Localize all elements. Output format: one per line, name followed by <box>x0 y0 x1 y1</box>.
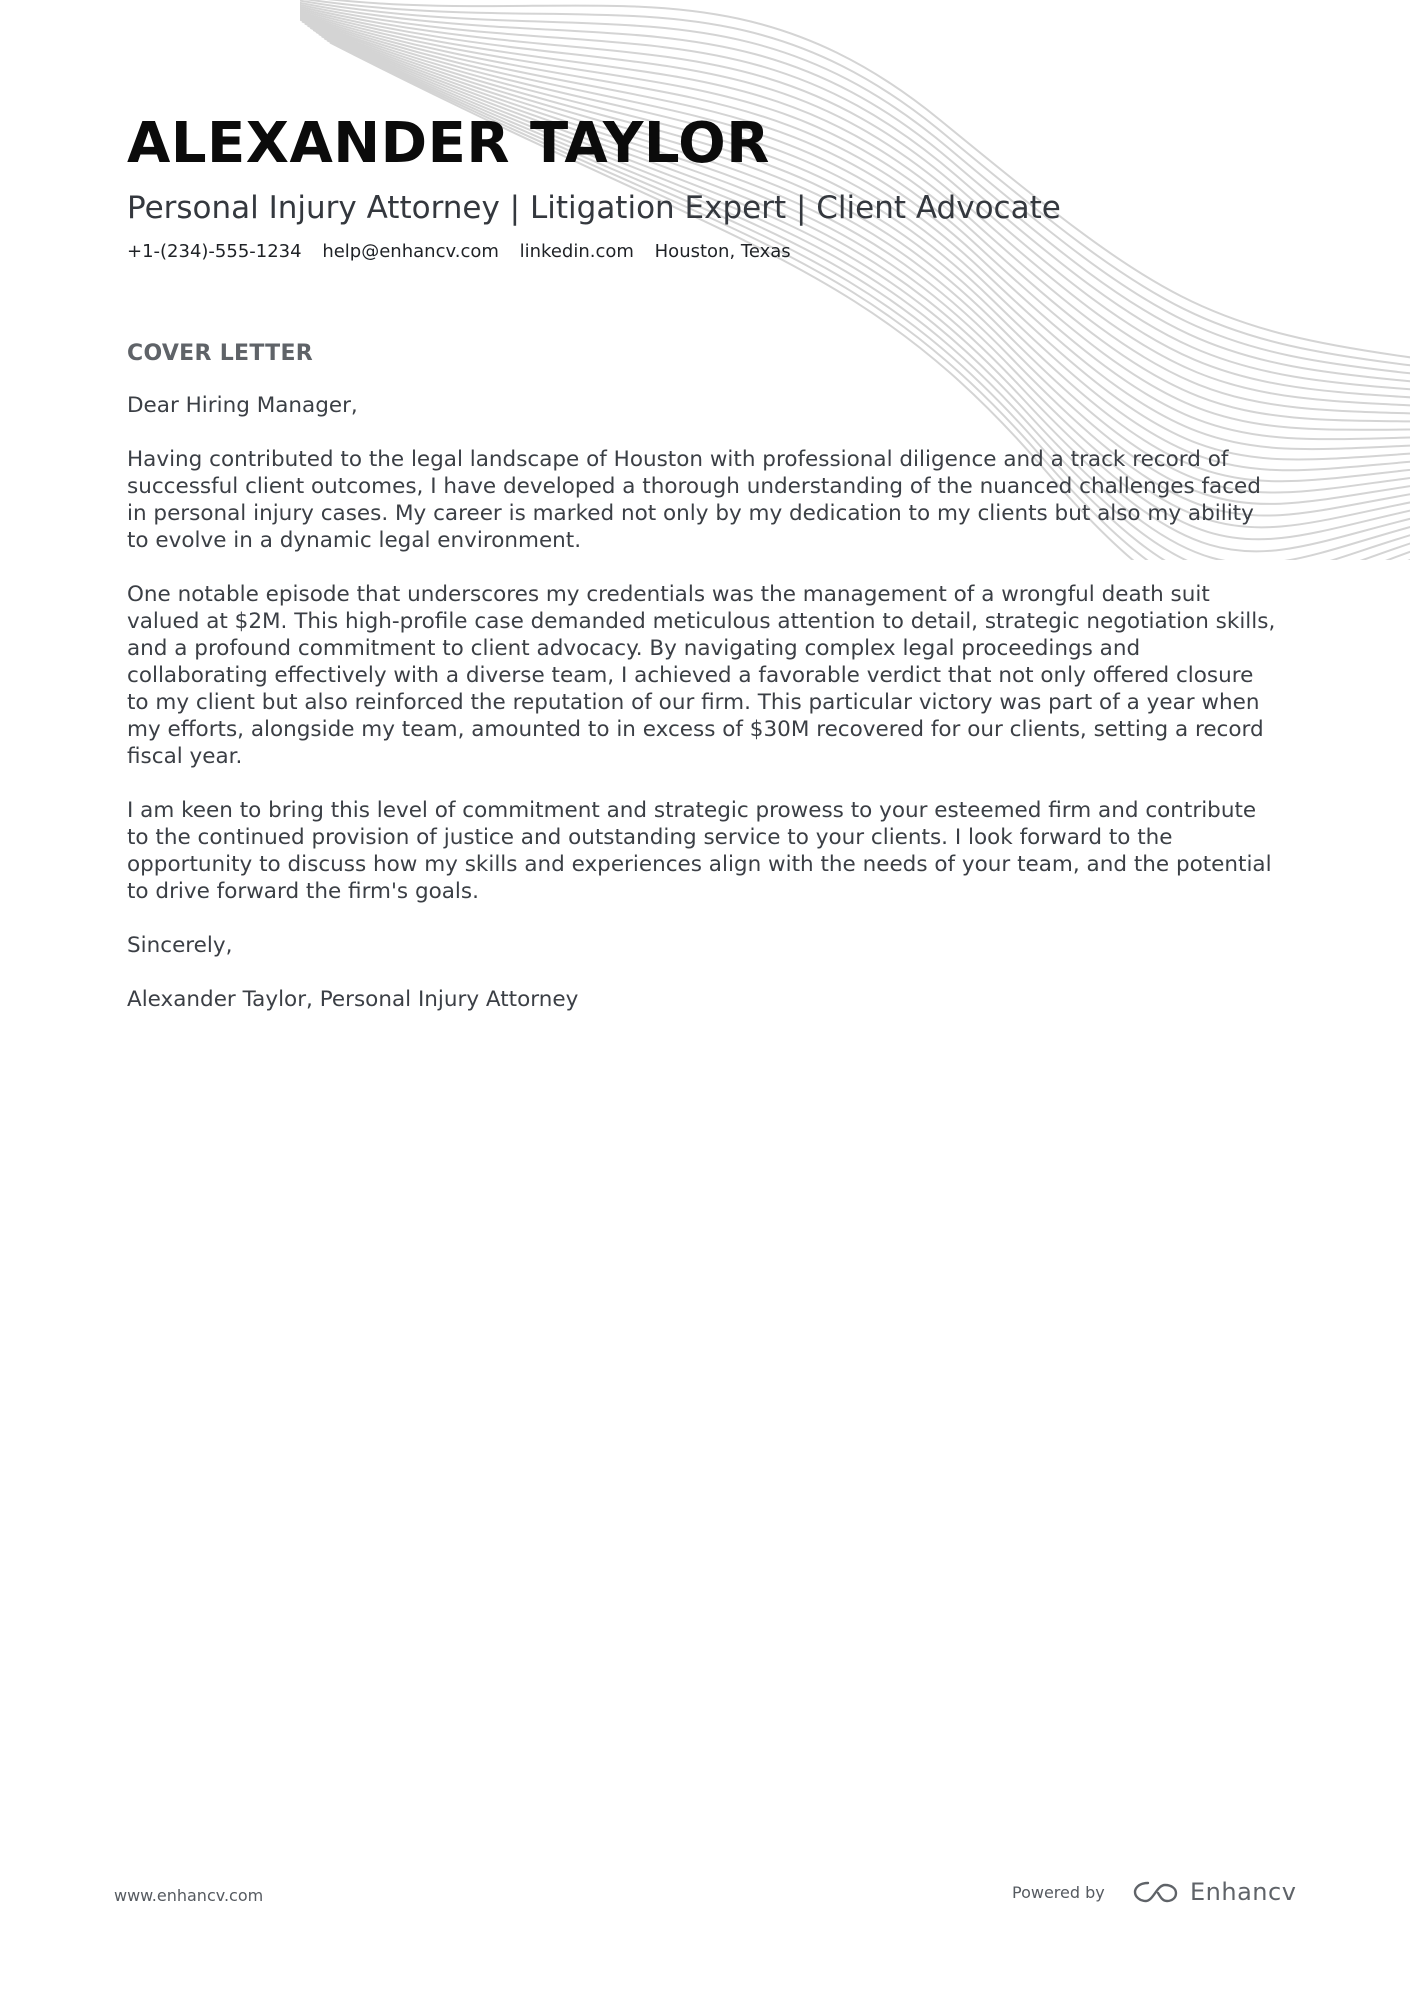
letter-signature: Alexander Taylor, Personal Injury Attorney <box>127 987 579 1012</box>
resume-header <box>127 110 1277 264</box>
footer-website-link[interactable]: www.enhancv.com <box>114 1886 264 1905</box>
contact-info <box>127 240 1277 264</box>
contact-email: help@enhancv.com <box>322 241 499 262</box>
powered-by-label: Powered by <box>1012 1883 1105 1902</box>
letter-closing: Sincerely, <box>127 933 233 958</box>
brand-name: Enhancv <box>1190 1878 1297 1906</box>
contact-location: Houston, Texas <box>654 241 791 262</box>
cover-letter <box>127 340 1277 1040</box>
page-footer <box>0 1880 1410 1920</box>
letter-greeting: Dear Hiring Manager, <box>127 393 358 418</box>
letter-paragraph-1: Having contributed to the legal landscape of Houston with professional diligence and a track record of successful client outcomes, I have developed a thorough understanding of the nuanced challenges faced in personal injury cases. My career is marked not only by my dedication to my clients but also my ability to evolve in a dynamic legal environment. <box>127 447 1261 553</box>
letter-paragraph-2: One notable episode that underscores my credentials was the management of a wrongful death suit valued at $2M. This high-profile case demanded meticulous attention to detail, strategic negotiation skills, and a profound commitment to client advocacy. By navigating complex legal proceedings and collaborating effectively with a diverse team, I achieved a favorable verdict that not only offered closure to my client but also reinforced the reputation of our firm. This particular victory was part of a year when my efforts, alongside my team, amounted to in excess of $30M recovered for our clients, setting a record fiscal year. <box>127 582 1276 769</box>
section-title: COVER LETTER <box>127 341 314 366</box>
enhancv-logo-icon <box>1132 1877 1180 1907</box>
contact-phone: +1-(234)-555-1234 <box>127 241 302 262</box>
candidate-title: Personal Injury Attorney | Litigation Expert | Client Advocate <box>127 190 1061 226</box>
letter-paragraph-3: I am keen to bring this level of commitment and strategic prowess to your esteemed firm and contribute to the continued provision of justice and outstanding service to your clients. I look forward to the opportunity to discuss how my skills and experiences align with the needs of your team, and the potential to drive forward the firm's goals. <box>127 798 1272 904</box>
candidate-name: ALEXANDER TAYLOR <box>127 111 770 176</box>
contact-linkedin: linkedin.com <box>519 241 634 262</box>
